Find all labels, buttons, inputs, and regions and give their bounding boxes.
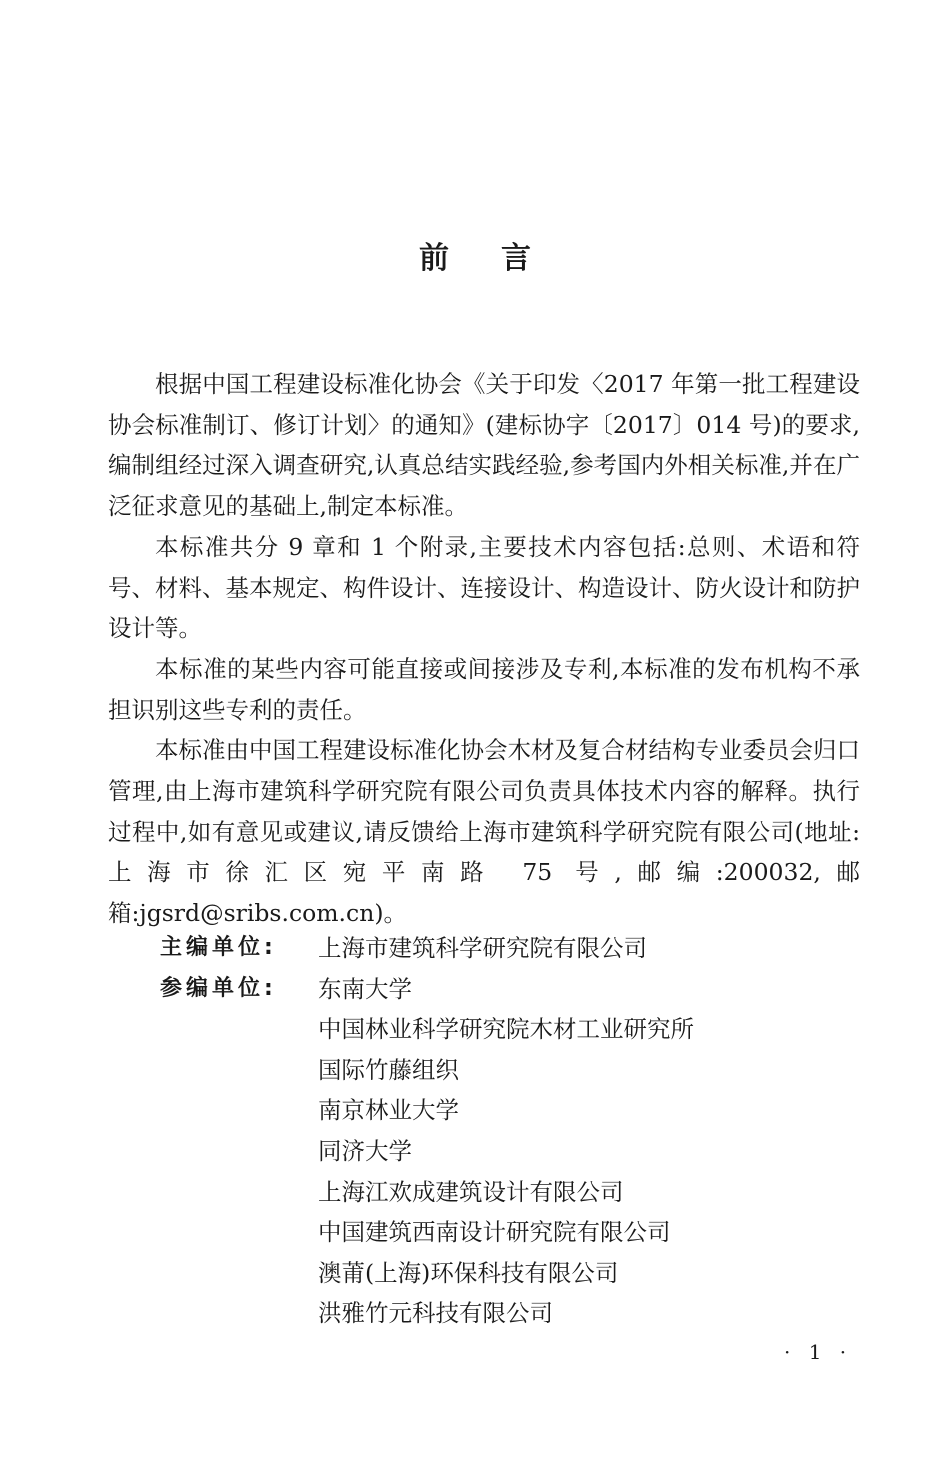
chief-editor-unit: 上海市建筑科学研究院有限公司 <box>318 934 647 962</box>
participant-row <box>160 1009 694 1050</box>
paragraph-contents: 本标准共分 9 章和 1 个附录,主要技术内容包括:总则、术语和符号、材料、基本规定、构件设计、连接设计、构造设计、防火设计和防护设计等。 <box>108 532 860 643</box>
participant-row <box>160 1090 694 1131</box>
participant-row <box>160 1050 694 1091</box>
participant-row <box>160 1131 694 1172</box>
page-number: · 1 · <box>784 1340 853 1364</box>
paragraph-patent: 本标准的某些内容可能直接或间接涉及专利,本标准的发布机构不承担识别这些专利的责任。 <box>108 654 860 724</box>
editing-units <box>160 928 694 1334</box>
preface-body <box>108 364 860 934</box>
participant-unit: 南京林业大学 <box>318 1096 459 1125</box>
participant-unit: 国际竹藤组织 <box>318 1055 459 1084</box>
paragraph-management: 本标准由中国工程建设标准化协会木材及复合材结构专业委员会归口管理,由上海市建筑科学研究院有限公司负责具体技术内容的解释。执行过程中,如有意见或建议,请反馈给上海市建筑科学研究院有限公司(地址:上海市徐汇区宛平南路 75 号,邮编:200032,邮箱:jgsrd@sribs.com.cn)。 <box>108 736 860 928</box>
participant-row <box>160 1293 694 1334</box>
participant-row <box>160 1253 694 1294</box>
participant-unit: 同济大学 <box>318 1136 412 1165</box>
chief-editor-label: 主编单位: <box>160 935 277 960</box>
participant-row <box>160 1212 694 1253</box>
participant-unit: 中国建筑西南设计研究院有限公司 <box>318 1218 671 1247</box>
participant-unit: 东南大学 <box>318 974 412 1003</box>
page-title: 前言 <box>419 241 583 276</box>
participant-row <box>160 969 694 1010</box>
paragraph-basis: 根据中国工程建设标准化协会《关于印发〈2017 年第一批工程建设协会标准制订、修订计划〉的通知》(建标协字〔2017〕014 号)的要求,编制组经过深入调查研究,认真总结实践经验,参考国内外相关标准,并在广泛征求意见的基础上,制定本标准。 <box>108 370 860 521</box>
participant-unit: 洪雅竹元科技有限公司 <box>318 1299 553 1328</box>
participant-unit: 澳莆(上海)环保科技有限公司 <box>318 1258 619 1287</box>
participant-unit: 上海江欢成建筑设计有限公司 <box>318 1177 624 1206</box>
participant-unit: 中国林业科学研究院木材工业研究所 <box>318 1015 694 1044</box>
participants-label: 参编单位: <box>160 975 277 1001</box>
chief-editor-row <box>160 928 694 969</box>
participant-row <box>160 1172 694 1213</box>
